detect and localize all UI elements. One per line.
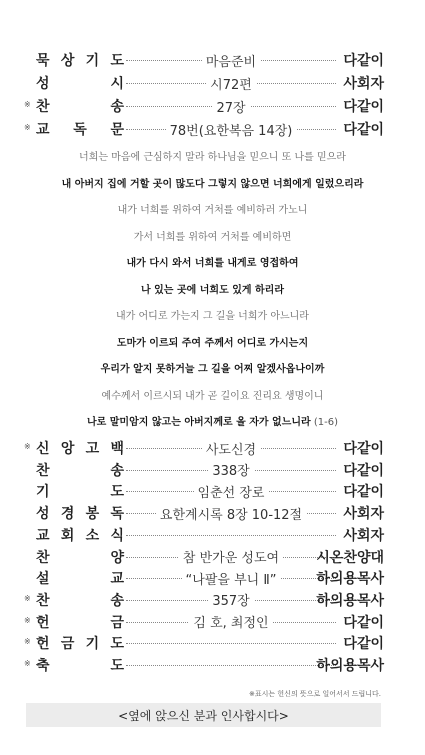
order-title-char: 양 (110, 549, 124, 566)
order-title-char: 찬 (36, 462, 50, 479)
order-title-char: 성 (36, 76, 50, 92)
order-role: 하의용목사 (316, 571, 384, 588)
order-title (36, 96, 124, 116)
order-content-text: 마음준비 (202, 55, 260, 70)
order-role: 다같이 (343, 99, 384, 115)
order-title-char: 찬 (36, 99, 50, 115)
order-title-char: 찬 (36, 549, 50, 566)
leader-verse (0, 387, 425, 402)
order-title-char: 독 (73, 122, 87, 138)
order-title (36, 568, 124, 588)
order-title-char: 독 (110, 506, 124, 523)
leader-verse (0, 148, 425, 163)
order-title (36, 438, 124, 458)
order-row (24, 525, 384, 545)
order-role: 다같이 (343, 122, 384, 138)
order-title-char: 성 (36, 506, 50, 523)
order-title-char: 도 (110, 53, 124, 69)
order-row (24, 460, 384, 480)
verse-text: 예수께서 이르시되 내가 곧 길이요 진리요 생명이니 (101, 390, 324, 402)
order-title-char: 기 (85, 636, 100, 653)
order-content-text: 요한계시록 8장 10-12절 (156, 508, 306, 523)
order-title (36, 503, 124, 523)
order-content-text: 시72편 (206, 78, 256, 93)
order-title (36, 612, 124, 632)
verse-text: 나 있는 곳에 너희도 있게 하리라 (141, 284, 284, 296)
order-content-text: “나팔을 부니 Ⅱ” (182, 573, 281, 588)
order-row (24, 96, 384, 116)
standing-mark: ※ (24, 123, 31, 132)
order-row (24, 438, 384, 458)
order-title-char: 교 (36, 122, 50, 138)
order-role: 다같이 (343, 484, 384, 501)
order-content-text: 78번(요한복음 14장) (166, 124, 297, 139)
order-content (126, 612, 336, 631)
order-title-char: 회 (60, 527, 75, 544)
verse-text: 내가 어디로 가는지 그 길을 너희가 아느니라 (116, 311, 309, 322)
order-title-char: 도 (110, 658, 124, 674)
order-content (126, 51, 336, 70)
order-content (126, 504, 336, 523)
dotted-leader (126, 643, 336, 644)
order-title-char: 경 (60, 506, 75, 523)
order-role: 사회자 (343, 527, 384, 544)
order-title (36, 460, 124, 480)
congregation-verse (0, 334, 425, 349)
order-row (24, 481, 384, 501)
leader-verse (0, 228, 425, 243)
order-content (126, 439, 336, 458)
order-title-char: 설 (36, 571, 50, 588)
order-title-char: 백 (110, 441, 124, 457)
order-title-char: 신 (36, 441, 50, 457)
congregation-verse (0, 175, 425, 190)
order-title-char: 묵 (36, 53, 50, 69)
leader-verse (0, 307, 425, 322)
standing-mark: ※ (24, 593, 31, 603)
order-role: 다같이 (343, 614, 384, 631)
order-title (36, 590, 124, 610)
order-role: 하의용목사 (316, 592, 384, 609)
order-title (36, 481, 124, 501)
order-title-char: 소 (85, 527, 100, 544)
order-row (24, 503, 384, 523)
order-title-char: 앙 (60, 441, 75, 457)
verse-text: 우리가 알지 못하거늘 그 길을 어찌 알겠사옵나이까 (100, 364, 325, 375)
verse-text: 도마가 이르되 주여 주께서 어디로 가시는지 (116, 337, 309, 349)
standing-mark: ※ (24, 637, 31, 647)
order-title-char: 헌 (36, 636, 50, 653)
order-title (36, 525, 124, 545)
order-row (24, 612, 384, 632)
order-title-char: 도 (110, 484, 124, 501)
order-row (24, 50, 384, 70)
order-title-char: 헌 (36, 614, 50, 631)
order-content (126, 120, 336, 139)
order-title-char: 교 (36, 527, 50, 544)
congregation-verse (0, 360, 425, 375)
order-role: 다같이 (343, 441, 384, 457)
verse-text: 내 아버지 집에 거할 곳이 많도다 그렇지 않으면 너희에게 일렀으리라 (61, 178, 364, 190)
order-title-char: 도 (110, 636, 124, 653)
order-title-char: 금 (60, 636, 75, 653)
order-title-char: 기 (36, 484, 50, 501)
order-role: 다같이 (343, 53, 384, 69)
order-title-char: 교 (110, 571, 124, 588)
order-title-char: 송 (110, 592, 124, 609)
verse-text: 나로 말미암지 않고는 아버지께로 올 자가 없느니라 (86, 417, 311, 428)
order-title-char: 고 (85, 441, 100, 457)
standing-mark: ※ (24, 442, 31, 451)
congregation-verse (0, 281, 425, 296)
order-content (126, 590, 336, 609)
leader-verse (0, 201, 425, 216)
order-title-char: 송 (110, 99, 124, 115)
order-title (36, 547, 124, 567)
order-role: 다같이 (343, 636, 384, 653)
greeting-banner: <옆에 앉으신 분과 인사합시다> (26, 703, 381, 727)
order-content-text: 참 반가운 성도여 (179, 551, 283, 566)
order-role: 하의용목사 (316, 658, 384, 674)
order-title-char: 봉 (85, 506, 100, 523)
order-role: 다같이 (343, 462, 384, 479)
order-title-char: 식 (110, 527, 124, 544)
order-row (24, 568, 384, 588)
order-row (24, 655, 384, 675)
dotted-leader (126, 535, 336, 536)
order-title (36, 73, 124, 93)
order-role: 시온찬양대 (316, 549, 384, 566)
order-content-text: 임춘선 장로 (194, 486, 269, 501)
verse-text: 내가 너희를 위하여 거처를 예비하러 가노니 (117, 205, 308, 216)
standing-mark: ※ (24, 615, 31, 625)
order-role: 사회자 (343, 506, 384, 523)
order-content (126, 460, 336, 479)
order-row (24, 547, 384, 567)
order-row (24, 73, 384, 93)
order-content-text: 357장 (208, 594, 253, 609)
order-title-char: 찬 (36, 592, 50, 609)
order-content-text: 27장 (212, 101, 249, 116)
order-title-char: 송 (110, 462, 124, 479)
order-content (126, 74, 336, 93)
verse-text: 내가 다시 와서 너희를 내게로 영접하여 (126, 258, 299, 269)
standing-mark: ※ (24, 100, 31, 109)
verse-text: 너희는 마음에 근심하지 말라 하나님을 믿으니 또 나를 믿으라 (79, 152, 346, 163)
order-title-char: 문 (110, 122, 124, 138)
order-content-text: 사도신경 (202, 443, 260, 458)
verse-reference: (1-6) (310, 417, 339, 428)
order-title-char: 금 (110, 614, 124, 631)
order-row (24, 633, 384, 653)
order-content (126, 97, 336, 116)
order-content-text: 338장 (208, 464, 253, 479)
congregation-verse (0, 254, 425, 269)
order-title-char: 축 (36, 658, 50, 674)
order-title (36, 119, 124, 139)
order-row (24, 590, 384, 610)
order-title-char: 시 (110, 76, 124, 92)
order-title (36, 50, 124, 70)
order-content (126, 482, 336, 501)
order-title-char: 상 (60, 53, 75, 69)
order-content (126, 569, 336, 588)
order-title-char: 기 (85, 53, 100, 69)
standing-note: ※표시는 헌신의 뜻으로 일어서서 드립니다. (249, 690, 381, 698)
verse-text: 가서 너희를 위하여 거처를 예비하면 (133, 231, 292, 243)
order-role: 사회자 (343, 76, 384, 92)
standing-mark: ※ (24, 659, 31, 668)
congregation-verse (0, 413, 425, 428)
dotted-leader (126, 665, 336, 666)
order-content (126, 547, 336, 566)
order-title (36, 633, 124, 653)
order-row (24, 119, 384, 139)
order-content-text: 김 호, 최정인 (189, 616, 272, 631)
order-title (36, 655, 124, 675)
